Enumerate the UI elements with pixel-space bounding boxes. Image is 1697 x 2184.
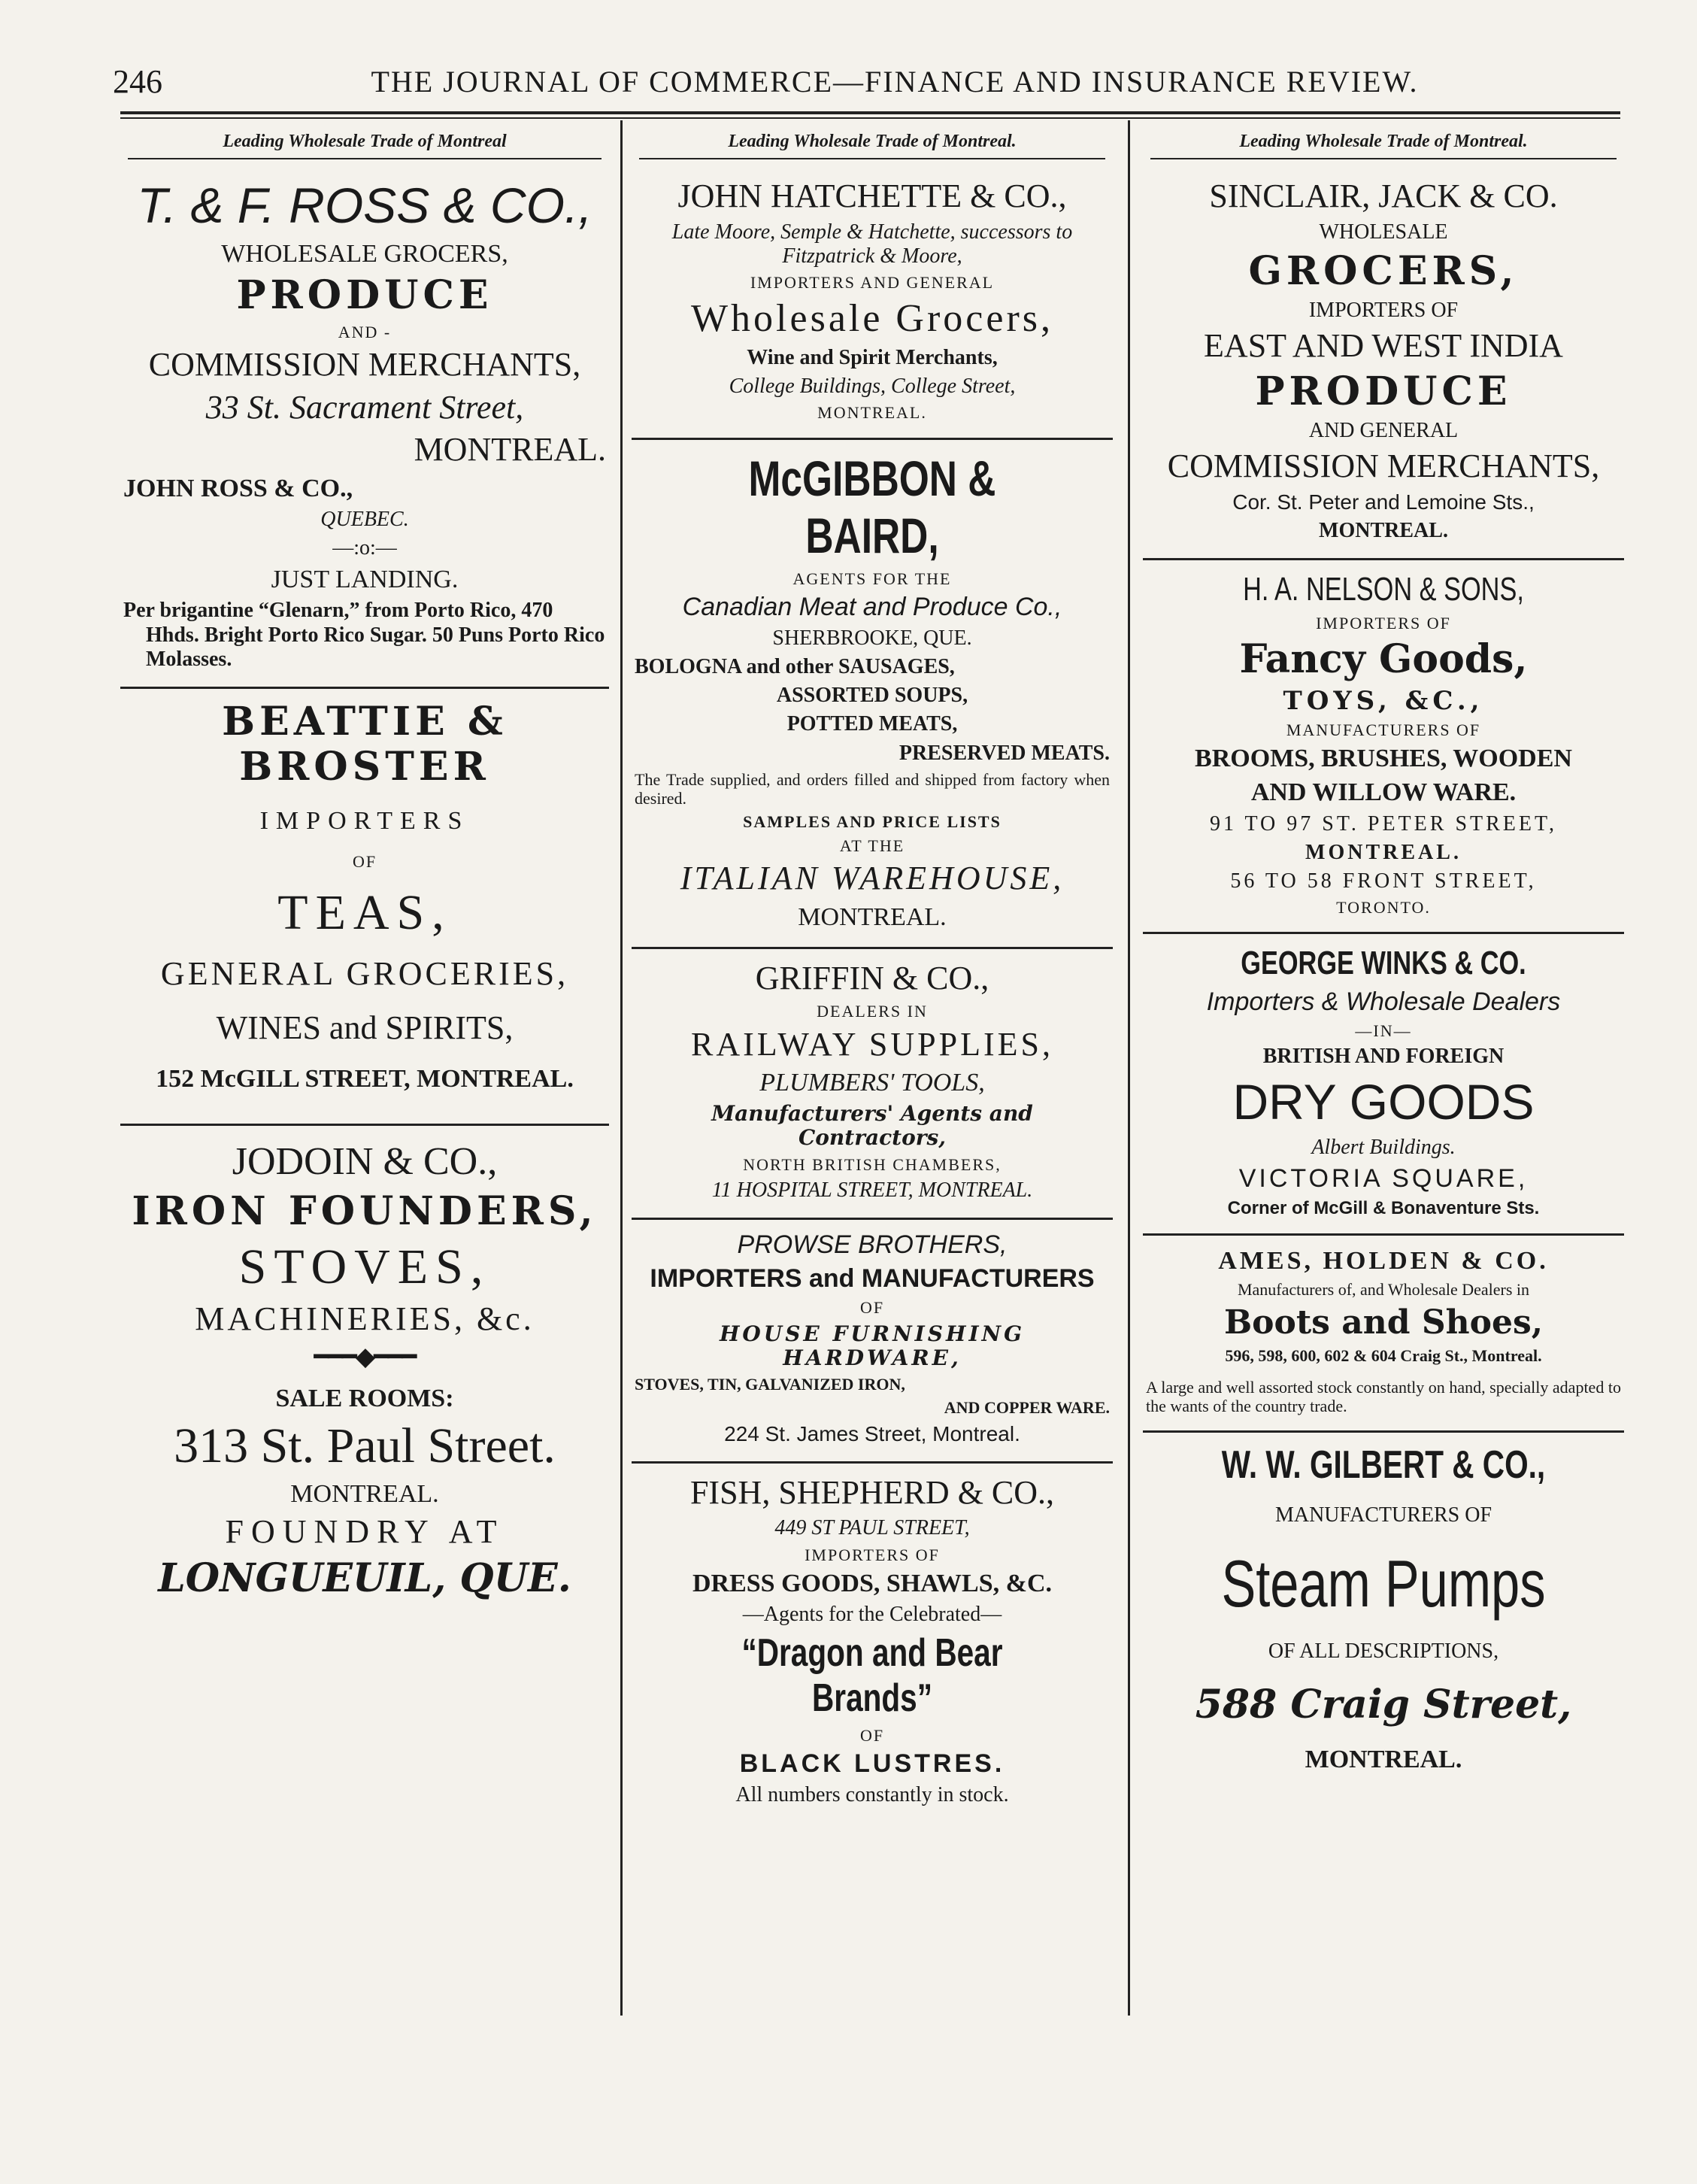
ad-title: BEATTIE & BROSTER bbox=[222, 698, 508, 790]
column-divider bbox=[620, 120, 623, 2016]
ad-line: 313 St. Paul Street. bbox=[174, 1418, 556, 1474]
ad-line: WHOLESALE bbox=[1319, 220, 1448, 244]
ad-nelson bbox=[1143, 558, 1624, 932]
ad-jodoin bbox=[120, 1124, 609, 1616]
ad-line: PRODUCE bbox=[1255, 369, 1512, 415]
ad-title: McGIBBON & BAIRD, bbox=[748, 450, 996, 563]
ad-line: ITALIAN WAREHOUSE, bbox=[680, 860, 1065, 897]
ad-line: —:o:— bbox=[332, 536, 397, 560]
ad-line: BROOMS, BRUSHES, WOODEN bbox=[1195, 745, 1572, 773]
ad-line: AND COPPER WARE. bbox=[944, 1398, 1110, 1418]
ad-line: 588 Craig Street, bbox=[1195, 1681, 1572, 1727]
ad-line: IMPORTERS and MANUFACTURERS bbox=[650, 1264, 1095, 1294]
ad-title: SINCLAIR, JACK & CO. bbox=[1209, 177, 1558, 214]
ad-prowse bbox=[632, 1218, 1113, 1461]
ad-line: Fancy Goods, bbox=[1239, 636, 1528, 683]
ad-line: OF bbox=[352, 851, 377, 871]
ad-line: MACHINERIES, &c. bbox=[195, 1300, 535, 1337]
ad-line: IRON FOUNDERS, bbox=[132, 1188, 598, 1234]
ad-line: Late Moore, Semple & Hatchette, successors to Fitzpatrick & Moore, bbox=[671, 220, 1073, 268]
ad-line: DRESS GOODS, SHAWLS, &C. bbox=[692, 1569, 1052, 1597]
ad-beattie bbox=[120, 687, 609, 1109]
ad-line: IMPORTERS OF bbox=[1316, 613, 1451, 632]
ad-line: 596, 598, 600, 602 & 604 Craig St., Montreal. bbox=[1225, 1346, 1542, 1366]
left-column bbox=[120, 124, 609, 2019]
ad-line: AGENTS FOR THE bbox=[792, 569, 952, 588]
ad-line: POTTED MEATS, bbox=[786, 712, 958, 736]
ad-line: Corner of McGill & Bonaventure Sts. bbox=[1227, 1197, 1540, 1218]
ad-line: WHOLESALE GROCERS, bbox=[221, 239, 508, 268]
ad-fish bbox=[632, 1461, 1113, 1823]
ad-line: 56 TO 58 FRONT STREET, bbox=[1230, 869, 1537, 893]
ad-line: BLACK LUSTRES. bbox=[739, 1749, 1005, 1779]
ad-line: NORTH BRITISH CHAMBERS, bbox=[743, 1154, 1002, 1174]
ad-title: W. W. GILBERT & CO., bbox=[1221, 1443, 1546, 1488]
ad-line: HOUSE FURNISHING HARDWARE, bbox=[719, 1321, 1026, 1370]
ad-line: IMPORTERS AND GENERAL bbox=[750, 272, 995, 292]
ad-line: Steam Pumps bbox=[1221, 1546, 1546, 1621]
ad-line: Wholesale Grocers, bbox=[690, 297, 1054, 341]
ad-line: Per brigantine “Glenarn,” from Porto Rico, 470 Hhds. Bright Porto Rico Sugar. 50 Puns Porto Rico Molasses. bbox=[123, 599, 605, 671]
ad-line: Canadian Meat and Produce Co., bbox=[682, 592, 1062, 621]
ad-line: AND WILLOW WARE. bbox=[1250, 778, 1517, 807]
ad-line: Boots and Shoes, bbox=[1223, 1303, 1544, 1342]
ad-line: LONGUEUIL, QUE. bbox=[158, 1555, 571, 1601]
ad-line: IMPORTERS OF bbox=[805, 1545, 940, 1564]
ad-ross bbox=[120, 167, 609, 687]
ad-line: COMMISSION MERCHANTS, bbox=[1167, 447, 1600, 485]
ad-title: GRIFFIN & CO., bbox=[755, 959, 989, 996]
ad-line: Albert Buildings. bbox=[1311, 1135, 1456, 1159]
ad-line: Manufacturers of, and Wholesale Dealers in bbox=[1237, 1280, 1530, 1300]
ad-line: OF bbox=[859, 1725, 885, 1745]
ad-line: A large and well assorted stock constantly on hand, specially adapted to the wants of the country trade. bbox=[1146, 1377, 1621, 1415]
ad-line: DRY GOODS bbox=[1232, 1073, 1535, 1130]
ad-title: GEORGE WINKS & CO. bbox=[1241, 945, 1526, 982]
column-header: Leading Wholesale Trade of Montreal. bbox=[1150, 124, 1617, 159]
column-divider bbox=[1128, 120, 1130, 2016]
page-number: 246 bbox=[113, 62, 162, 100]
ad-line: Manufacturers' Agents and Contractors, bbox=[711, 1101, 1033, 1151]
ad-line: BOLOGNA and other SAUSAGES, bbox=[635, 655, 955, 679]
ad-hatchette bbox=[632, 167, 1113, 438]
ad-line: TEAS, bbox=[277, 884, 452, 940]
ad-line: TOYS, &C., bbox=[1283, 686, 1484, 716]
ad-line: 33 St. Sacrament Street, bbox=[205, 388, 524, 426]
ad-sinclair bbox=[1143, 167, 1624, 558]
ad-line: GROCERS, bbox=[1248, 247, 1519, 294]
ad-line: SAMPLES AND PRICE LISTS bbox=[743, 812, 1002, 832]
ad-line: MANUFACTURERS OF bbox=[1274, 1503, 1492, 1527]
ad-line: STOVES, TIN, GALVANIZED IRON, bbox=[635, 1375, 905, 1394]
ad-ames bbox=[1143, 1233, 1624, 1430]
ad-line: 152 McGILL STREET, MONTREAL. bbox=[156, 1065, 574, 1094]
ad-line: Cor. St. Peter and Lemoine Sts., bbox=[1232, 490, 1535, 514]
ad-line: JUST LANDING. bbox=[271, 566, 459, 594]
ad-title: FISH, SHEPHERD & CO., bbox=[689, 1473, 1055, 1511]
ad-line: IMPORTERS bbox=[259, 806, 470, 835]
ad-line: WINES and SPIRITS, bbox=[216, 1009, 514, 1047]
ad-line: MONTREAL. bbox=[798, 902, 947, 931]
ad-line: 91 TO 97 ST. PETER STREET, bbox=[1209, 811, 1558, 836]
ad-line: OF bbox=[859, 1298, 885, 1318]
ad-title: JOHN HATCHETTE & CO., bbox=[677, 177, 1067, 214]
right-column bbox=[1143, 124, 1624, 2019]
ad-line: DEALERS IN bbox=[817, 1002, 928, 1021]
ad-title: PROWSE BROTHERS, bbox=[737, 1230, 1008, 1260]
ad-line: GENERAL GROCERIES, bbox=[160, 954, 569, 992]
ad-title: T. & F. ROSS & CO., bbox=[137, 177, 592, 233]
ad-line: 11 HOSPITAL STREET, MONTREAL. bbox=[711, 1178, 1033, 1202]
ad-line: QUEBEC. bbox=[320, 507, 409, 531]
ad-line: MONTREAL. bbox=[1305, 840, 1462, 864]
ad-line: 449 ST PAUL STREET, bbox=[774, 1516, 970, 1540]
ad-line: PRODUCE bbox=[236, 271, 493, 318]
ad-line: —Agents for the Celebrated— bbox=[742, 1602, 1002, 1626]
ad-line: PRESERVED MEATS. bbox=[899, 741, 1110, 765]
ad-line: JOHN ROSS & CO., bbox=[123, 474, 353, 502]
ad-line: AND - bbox=[338, 322, 392, 341]
ad-line: ASSORTED SOUPS, bbox=[776, 684, 968, 708]
ad-line: MONTREAL. bbox=[1305, 1746, 1462, 1774]
ad-line: All numbers constantly in stock. bbox=[735, 1783, 1009, 1807]
ad-line: MANUFACTURERS OF bbox=[1286, 720, 1481, 740]
ad-title: H. A. NELSON & SONS, bbox=[1243, 571, 1524, 608]
ad-line: RAILWAY SUPPLIES, bbox=[691, 1025, 1053, 1063]
ad-line: FOUNDRY AT bbox=[225, 1513, 505, 1551]
middle-column bbox=[632, 124, 1113, 2019]
ad-title: AMES, HOLDEN & CO. bbox=[1218, 1247, 1549, 1276]
journal-title: THE JOURNAL OF COMMERCE—FINANCE AND INSURANCE REVIEW. bbox=[371, 64, 1419, 99]
ad-line: Importers & Wholesale Dealers bbox=[1206, 987, 1561, 1017]
ad-line: TORONTO. bbox=[1336, 898, 1431, 918]
ad-gilbert bbox=[1143, 1430, 1624, 1789]
ad-line: SHERBROOKE, QUE. bbox=[772, 626, 972, 650]
ad-line: MONTREAL. bbox=[414, 431, 606, 469]
ad-line: PLUMBERS' TOOLS, bbox=[759, 1069, 985, 1097]
ad-line: AT THE bbox=[839, 836, 905, 855]
ad-line: BRITISH AND FOREIGN bbox=[1262, 1045, 1505, 1069]
ad-line: STOVES, bbox=[238, 1239, 491, 1294]
ad-line: —IN— bbox=[1355, 1021, 1412, 1041]
ad-griffin bbox=[632, 947, 1113, 1218]
ad-line: College Buildings, College Street, bbox=[729, 375, 1016, 399]
ad-line: The Trade supplied, and orders filled and shipped from factory when desired. bbox=[635, 769, 1110, 808]
ad-line: OF ALL DESCRIPTIONS, bbox=[1268, 1640, 1499, 1664]
ad-line: IMPORTERS OF bbox=[1308, 298, 1459, 322]
ad-winks bbox=[1143, 932, 1624, 1233]
ad-line: 224 St. James Street, Montreal. bbox=[724, 1421, 1020, 1445]
header-rule-thin bbox=[120, 117, 1620, 119]
ad-title: JODOIN & CO., bbox=[232, 1140, 498, 1184]
ad-line: COMMISSION MERCHANTS, bbox=[148, 346, 581, 384]
ad-line: VICTORIA SQUARE, bbox=[1238, 1163, 1529, 1193]
ad-mcgibbon bbox=[632, 438, 1113, 947]
ad-line: Wine and Spirit Merchants, bbox=[747, 346, 998, 370]
ad-line: MONTREAL. bbox=[290, 1480, 439, 1509]
ad-line: “Dragon and Bear Brands” bbox=[741, 1631, 1003, 1720]
ad-line: AND GENERAL bbox=[1308, 419, 1459, 443]
ad-line: MONTREAL. bbox=[1319, 519, 1448, 543]
ornament-rule: ━━━◆━━━ bbox=[314, 1343, 416, 1372]
header-rule bbox=[120, 111, 1620, 114]
ad-line: MONTREAL. bbox=[817, 403, 927, 423]
column-header: Leading Wholesale Trade of Montreal bbox=[128, 124, 602, 159]
column-header: Leading Wholesale Trade of Montreal. bbox=[639, 124, 1105, 159]
page-header bbox=[113, 59, 1579, 104]
ad-line: EAST AND WEST INDIA bbox=[1204, 326, 1563, 364]
ad-line: SALE ROOMS: bbox=[275, 1385, 454, 1413]
